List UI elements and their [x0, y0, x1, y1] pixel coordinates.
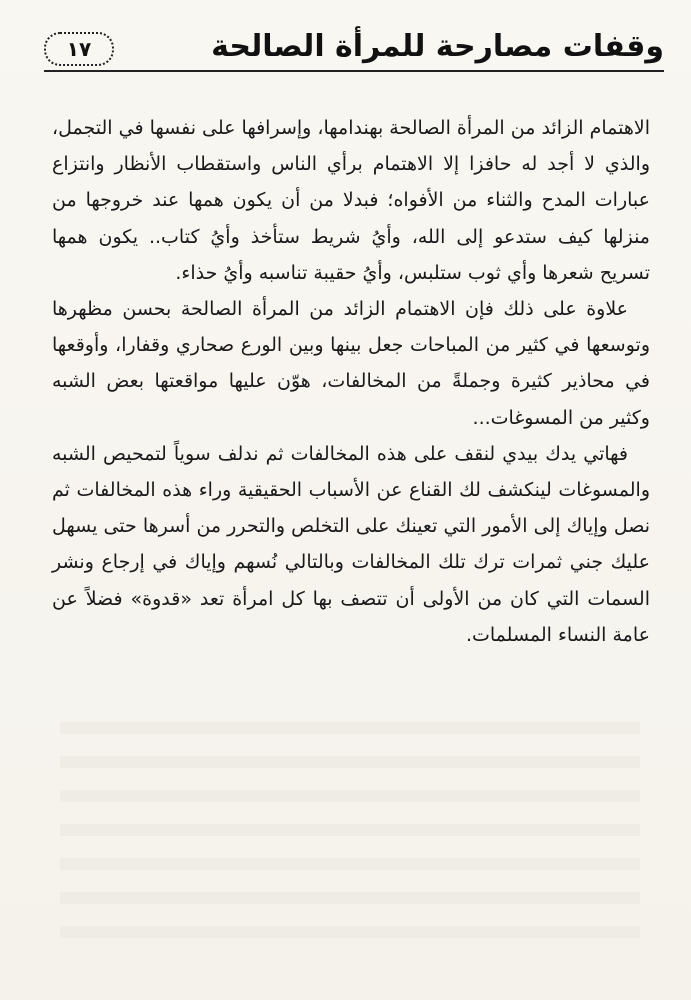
- page-header: [44, 22, 664, 80]
- paragraph: فهاتي يدك بيدي لنقف على هذه المخالفات ثم ندلف سوياً لتمحيص الشبه والمسوغات لينكشف لك القناع عن الأسباب الحقيقية وراء هذه المخالفات ثم نصل وإياك إلى الأمور التي تعينك على التخلص والتحرر من أسرها حتى يسهل عليك جني ثمرات ترك تلك المخالفات وبالتالي نُسهم وإياك في إرجاع ونشر السمات التي كان من الأولى أن تتصف بها كل امرأة تعد «قدوة» فضلاً عن عامة النساء المسلمات.: [52, 442, 650, 646]
- paragraph: علاوة على ذلك فإن الاهتمام الزائد من المرأة الصالحة بحسن مظهرها وتوسعها في كثير من المباحات جعل بينها وبين الورع صحاري وقفارا، وأوقعها في محاذير كثيرة وجملةً من المخالفات، هوّن عليها مواقعتها بعض الشبه وكثير من المسوغات...: [52, 298, 650, 429]
- body-text: [52, 110, 650, 653]
- page-number: ١٧: [44, 32, 114, 66]
- paragraph: الاهتمام الزائد من المرأة الصالحة بهندامها، وإسرافها على نفسها في التجمل، والذي لا أجد له حافزا إلا الاهتمام برأي الناس واستقطاب الأنظار وانتزاع عبارات المدح والثناء من الأفواه؛ فبدلا من أن يكون همها عند خروجها من منزلها كيف ستدعو إلى الله، وأيُ شريط ستأخذ وأيُ كتاب.. يكون همها تسريح شعرها وأي ثوب ستلبس، وأيُ حقيبة تناسبه وأيُ حذاء.: [52, 117, 650, 284]
- header-rule: [44, 70, 664, 72]
- running-title: وقفات مصارحة للمرأة الصالحة: [211, 29, 664, 64]
- show-through-texture: [60, 700, 640, 960]
